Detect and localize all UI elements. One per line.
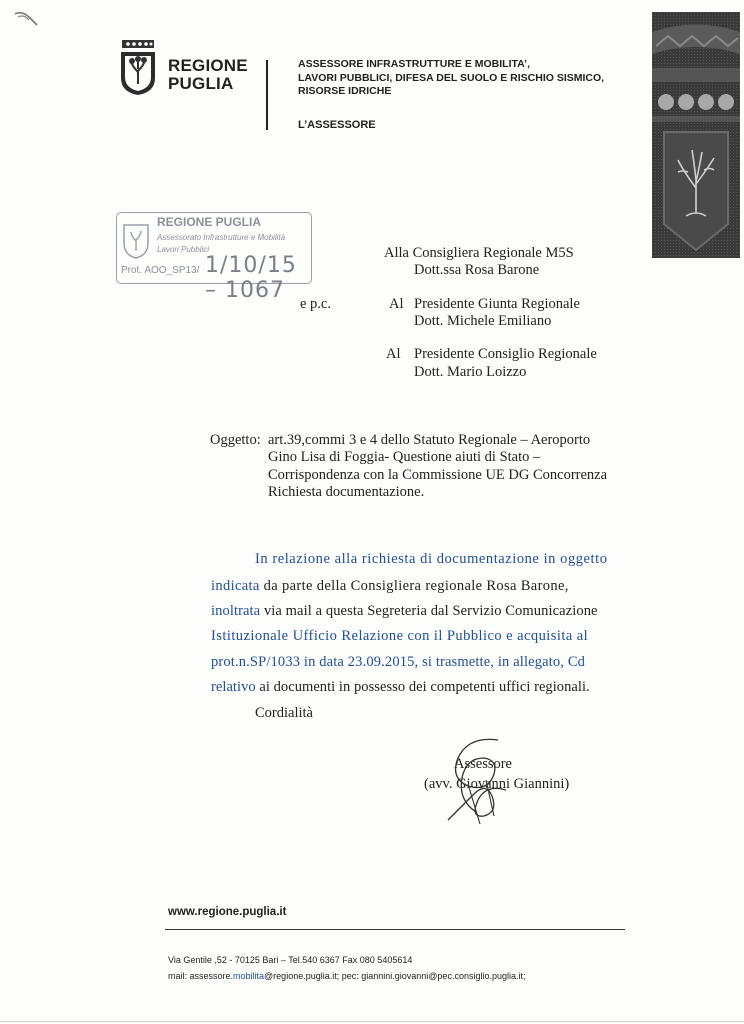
paperclip-mark-icon bbox=[12, 8, 40, 30]
stamp-crest-icon bbox=[121, 219, 151, 259]
recipient-line-1: Alla Consigliera Regionale M5S bbox=[384, 245, 574, 261]
cc-label: e p.c. bbox=[300, 296, 331, 312]
regione-puglia-crest-icon bbox=[118, 40, 158, 96]
body-line-4-text: Istituzionale Ufficio Relazione con il Pubblico e acquisita al bbox=[211, 628, 589, 644]
department-title bbox=[298, 58, 604, 99]
footer-divider bbox=[165, 929, 625, 930]
cc2-line-2: Dott. Mario Loizzo bbox=[414, 364, 527, 380]
assessore-heading: L’ASSESSORE bbox=[298, 119, 376, 131]
closing: Cordialità bbox=[255, 705, 313, 721]
department-line-3: RISORSE IDRICHE bbox=[298, 85, 392, 97]
body-line-6-text: ai documenti in possesso dei competenti uffici regionali. bbox=[255, 679, 590, 695]
stamp-handwritten-number: 1/10/15 – 1067 bbox=[205, 253, 297, 303]
subject-label: Oggetto: bbox=[210, 432, 261, 448]
brand-line-1: REGIONE bbox=[168, 56, 248, 75]
cc1-prefix: Al bbox=[389, 296, 404, 312]
subject-line-4: Richiesta documentazione. bbox=[268, 484, 425, 500]
cc2-line-1: Presidente Consiglio Regionale bbox=[414, 346, 597, 362]
footer-website[interactable]: www.regione.puglia.it bbox=[168, 906, 287, 918]
department-line-2: LAVORI PUBBLICI, DIFESA DEL SUOLO E RISCHIO SISMICO, bbox=[298, 71, 605, 84]
subject-line-2: Gino Lisa di Foggia- Questione aiuti di Stato – bbox=[268, 449, 541, 465]
stamp-office: Assessorato Infrastrutture e Mobilità bbox=[157, 233, 286, 242]
department-line-1: ASSESSORE INFRASTRUTTURE E MOBILITA’, bbox=[298, 58, 530, 70]
body-line-6 bbox=[211, 679, 590, 696]
body-line-3-word: inoltrata bbox=[211, 603, 261, 619]
signature-name: (avv. Giovanni Giannini) bbox=[424, 776, 570, 792]
signature-title: Assessore bbox=[454, 756, 512, 772]
body-line-2-word: indicata bbox=[211, 578, 260, 594]
subject-line-3: Corrispondenza con la Commissione UE DG Concorrenza bbox=[268, 467, 608, 483]
signature-scribble bbox=[428, 734, 528, 826]
footer-mail-highlight: mobilita bbox=[233, 971, 265, 981]
body-line-3-text: via mail a questa Segreteria dal Servizio Comunicazione bbox=[260, 603, 598, 619]
scan-bottom-edge bbox=[0, 1021, 744, 1022]
cc1-line-1: Presidente Giunta Regionale bbox=[414, 296, 580, 312]
brand-line-2: PUGLIA bbox=[168, 74, 234, 93]
footer-address: Via Gentile ,52 - 70125 Bari – Tel.540 6367 Fax 080 5405614 bbox=[168, 955, 413, 965]
body-line-2-text: da parte della Consigliera regionale Rosa Barone, bbox=[259, 578, 569, 594]
protocol-stamp bbox=[116, 212, 312, 303]
footer-mail-rest: @regione.puglia.it; pec: giannini.giovanni@pec.consiglio.puglia.it; bbox=[264, 971, 526, 981]
body-line-3 bbox=[211, 603, 598, 620]
body-line-1 bbox=[255, 551, 608, 568]
body-line-4 bbox=[211, 628, 588, 645]
cc1-line-2: Dott. Michele Emiliano bbox=[414, 313, 552, 329]
recipient-line-2: Dott.ssa Rosa Barone bbox=[414, 262, 540, 278]
header-divider bbox=[266, 60, 268, 130]
subject-line-1: art.39,commi 3 e 4 dello Statuto Regionale – Aeroporto bbox=[268, 432, 591, 448]
body-line-5-text: prot.n.SP/1033 in data 23.09.2015, si trasmette, in allegato, Cd bbox=[211, 654, 586, 670]
body-line-6-word: relativo bbox=[211, 679, 256, 695]
stamp-protocol: Prot. AOO_SP13/ bbox=[121, 265, 200, 276]
stamp-office-2: Lavori Pubblici bbox=[157, 245, 210, 254]
body-line-1-text: In relazione alla richiesta di documentazione in oggetto bbox=[255, 551, 608, 567]
body-line-2 bbox=[211, 578, 569, 595]
stamp-title: REGIONE PUGLIA bbox=[157, 215, 262, 229]
olive-tree-banner bbox=[652, 12, 740, 258]
footer-mail bbox=[168, 971, 525, 981]
footer-mail-prefix: mail: assessore. bbox=[168, 971, 234, 981]
cc2-prefix: Al bbox=[386, 346, 401, 362]
brand-name bbox=[168, 57, 248, 93]
body-line-5 bbox=[211, 654, 585, 671]
